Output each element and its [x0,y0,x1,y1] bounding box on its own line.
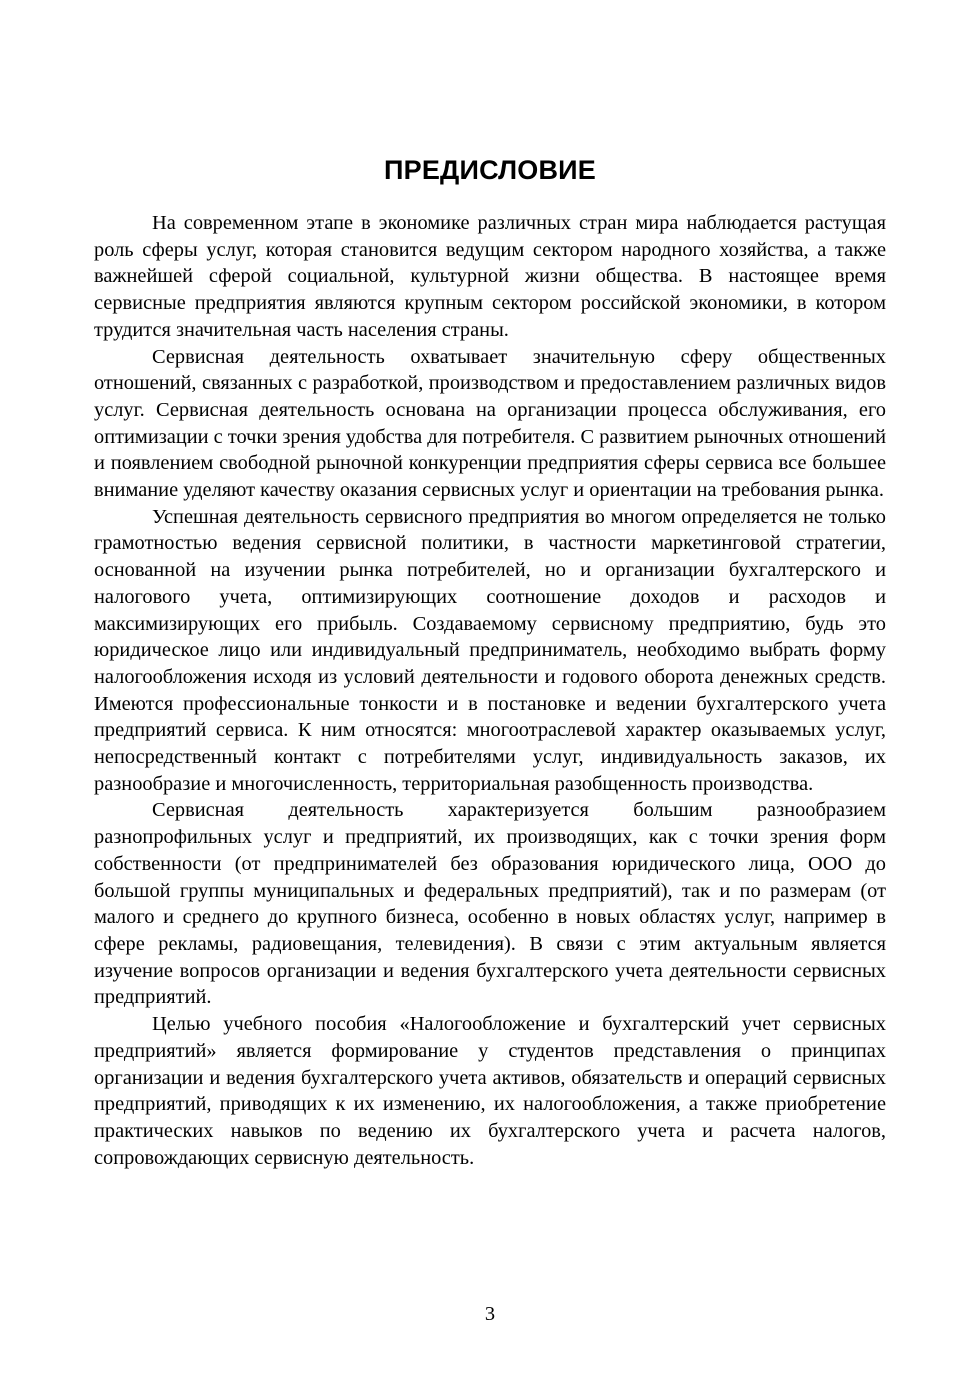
paragraph-4: Сервисная деятельность характеризуется большим разнообразием разнопрофильных услуг и предприятий, их производящих, как с точки зрения форм собственности (от предпринимателей без образования юридического лица, ООО до большой группы муниципальных и федеральных предприятий), так и по размерам (от малого и среднего до крупного бизнеса, особенно в новых областях услуг, например в сфере рекламы, радиовещания, телевидения). В связи с этим актуальным является изучение вопросов организации и ведения бухгалтерского учета деятельности сервисных предприятий. [94,799,886,1009]
page-content [94,150,886,1171]
paragraph-5: Целью учебного пособия «Налогообложение и бухгалтерский учет сервисных предприятий» является формирование у студентов представления о принципах организации и ведения бухгалтерского учета активов, обязательств и операций сервисных предприятий, приводящих к их изменению, их налогообложения, а также приобретение практических навыков по ведению их бухгалтерского учета и расчета налогов, сопровождающих сервисную деятельность. [94,1013,886,1169]
paragraph-2: Сервисная деятельность охватывает значительную сферу общественных отношений, связанных с разработкой, производством и предоставлением различных видов услуг. Сервисная деятельность основана на организации процесса обслуживания, его оптимизации с точки зрения удобства для потребителя. С развитием рыночных отношений и появлением свободной рыночной конкуренции предприятия сферы сервиса все большее внимание уделяют качеству оказания сервисных услуг и ориентации на требования рынка. [94,345,886,502]
page-number: 3 [484,1303,496,1325]
page-title: ПРЕДИСЛОВИЕ [384,155,596,185]
paragraph-1: На современном этапе в экономике различных стран мира наблюдается растущая роль сферы услуг, которая становится ведущим сектором народного хозяйства, а также важнейшей сферой социальной, культурной жизни общества. В настоящее время сервисные предприятия являются крупным сектором российской экономики, в котором трудится значительная часть населения страны. [94,212,886,341]
paragraph-3: Успешная деятельность сервисного предприятия во многом определяется не только грамотностью ведения сервисной политики, в частности маркетинговой стратегии, основанной на изучении рынка потребителей, но и организации бухгалтерского и налогового учета, оптимизирующих соотношение доходов и расходов и максимизирующих его прибыль. Создаваемому сервисному предприятию, будь это юридическое лицо или индивидуальный предприниматель, необходимо выбрать форму налогообложения исходя из условий деятельности и годового оборота денежных средств. Имеются профессиональные тонкости и в постановке и ведении бухгалтерского учета предприятий сервиса. К ним относятся: многоотраслевой характер оказываемых услуг, непосредственный контакт с потребителями услуг, индивидуальность заказов, их разнообразие и многочисленность, территориальная разобщенность производства. [94,505,886,795]
